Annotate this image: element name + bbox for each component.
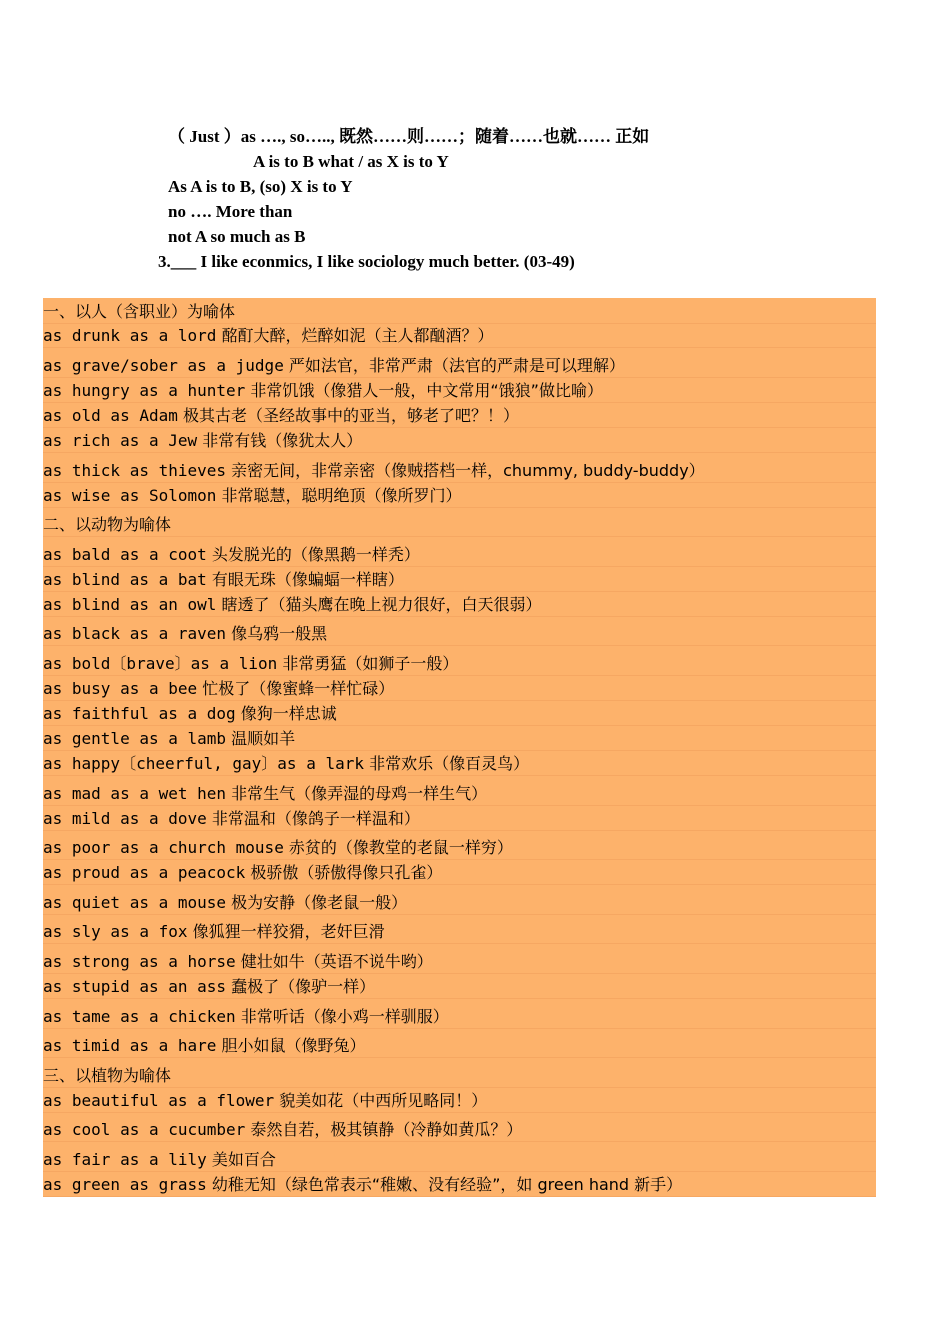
simile-english: as happy〔cheerful, gay〕as a lark [43, 754, 364, 773]
simile-english: as bald as a coot [43, 545, 207, 564]
header-line-a-is-to-b-what [253, 151, 449, 173]
simile-row [43, 653, 876, 676]
header-line-no-more-than [168, 201, 292, 223]
simile-english: as mad as a wet hen [43, 784, 227, 803]
simile-chinese: 极其古老（圣经故事中的亚当，够老了吧？！） [177, 406, 519, 425]
header-text: not A so much as B [168, 227, 306, 246]
simile-english: as stupid as an ass [43, 977, 227, 996]
simile-chinese: 非常勇猛（如狮子一般） [277, 654, 459, 673]
simile-chinese: 温顺如羊 [226, 729, 296, 748]
simile-row [43, 1174, 876, 1197]
simile-chinese: 非常生气（像弄湿的母鸡一样生气） [226, 784, 488, 803]
simile-english: as gentle as a lamb [43, 729, 227, 748]
simile-chinese: 非常欢乐（像百灵鸟） [364, 754, 530, 773]
simile-chinese: 胆小如鼠（像野兔） [216, 1036, 366, 1055]
simile-row [43, 837, 876, 860]
simile-english: as blind as an owl [43, 595, 217, 614]
simile-chinese: 像乌鸦一般黑 [226, 624, 328, 643]
simile-english: as beautiful as a flower [43, 1091, 275, 1110]
question-text: 3.___ I like econmics, I like sociology much better. (03-49) [158, 252, 575, 271]
simile-row [43, 623, 876, 646]
simile-english: as black as a raven [43, 624, 227, 643]
simile-english: as timid as a hare [43, 1036, 217, 1055]
simile-english: as grave/sober as a judge [43, 356, 284, 375]
simile-chinese: 瞎透了（猫头鹰在晚上视力很好，白天很弱） [216, 595, 542, 614]
section-heading-text: 二、以动物为喻体 [43, 515, 172, 534]
simile-english: as tame as a chicken [43, 1007, 236, 1026]
simile-chinese: 像狐狸一样狡猾，老奸巨滑 [187, 922, 385, 941]
simile-row [43, 1090, 876, 1113]
simile-english: as fair as a lily [43, 1150, 207, 1169]
simile-row [43, 808, 876, 831]
simile-row [43, 544, 876, 567]
simile-english: as proud as a peacock [43, 863, 246, 882]
simile-row [43, 976, 876, 999]
simile-row [43, 678, 876, 701]
simile-chinese: 非常聪慧，聪明绝顶（像所罗门） [216, 486, 462, 505]
simile-row [43, 921, 876, 944]
simile-english: as old as Adam [43, 406, 178, 425]
simile-english: as blind as a bat [43, 570, 207, 589]
simile-chinese: 酩酊大醉，烂醉如泥（主人都酗酒？） [216, 326, 494, 345]
simile-chinese: 忙极了（像蜜蜂一样忙碌） [197, 679, 395, 698]
simile-chinese: 非常温和（像鸽子一样温和） [206, 809, 420, 828]
section-heading-text: 一、以人（含职业）为喻体 [43, 302, 236, 321]
simile-english: as rich as a Jew [43, 431, 198, 450]
simile-chinese: 极骄傲（骄傲得像只孔雀） [245, 863, 443, 882]
header-text: （ Just ）as …., so….., 既然……则……；随着……也就…… 正如 [168, 127, 650, 146]
simile-english: as hungry as a hunter [43, 381, 246, 400]
simile-row [43, 783, 876, 806]
simile-chinese: 赤贫的（像教堂的老鼠一样穷） [283, 838, 513, 857]
simile-row [43, 569, 876, 592]
header-text: A is to B what / as X is to Y [253, 152, 449, 171]
section-heading-text: 三、以植物为喻体 [43, 1066, 172, 1085]
simile-row [43, 325, 876, 348]
simile-chinese: 有眼无珠（像蝙蝠一样瞎） [206, 570, 404, 589]
simile-chinese: 极为安静（像老鼠一般） [226, 893, 408, 912]
simile-chinese: 蠢极了（像驴一样） [226, 977, 376, 996]
simile-row [43, 430, 876, 453]
simile-row [43, 862, 876, 885]
exercise-question [158, 251, 575, 273]
simile-row [43, 703, 876, 726]
simile-chinese: 泰然自若，极其镇静（冷静如黄瓜？） [245, 1120, 523, 1139]
header-line-as-a-is-to-b [168, 176, 353, 198]
simile-row [43, 728, 876, 751]
simile-chinese: 亲密无间，非常亲密（像贼搭档一样，chummy, buddy-buddy） [226, 461, 705, 480]
header-text: no …. More than [168, 202, 293, 221]
header-line-not-a-so-much-as-b [168, 226, 305, 248]
simile-row [43, 594, 876, 617]
simile-row [43, 1119, 876, 1142]
simile-english: as busy as a bee [43, 679, 198, 698]
simile-chinese: 非常饥饿（像猎人一般，中文常用“饿狼”做比喻） [245, 381, 603, 400]
simile-row [43, 460, 876, 483]
simile-chinese: 健壮如牛（英语不说牛哟） [235, 952, 433, 971]
simile-chinese: 美如百合 [206, 1150, 276, 1169]
simile-english: as faithful as a dog [43, 704, 236, 723]
simile-chinese: 头发脱光的（像黑鹅一样秃） [206, 545, 420, 564]
simile-english: as cool as a cucumber [43, 1120, 246, 1139]
simile-chinese: 幼稚无知（绿色常表示“稚嫩、没有经验”，如 green hand 新手） [206, 1175, 683, 1194]
section-heading [43, 514, 876, 537]
simile-english: as wise as Solomon [43, 486, 217, 505]
simile-english: as strong as a horse [43, 952, 236, 971]
section-heading [43, 1065, 876, 1088]
simile-english: as green as grass [43, 1175, 207, 1194]
simile-chinese: 严如法官，非常严肃（法官的严肃是可以理解） [283, 356, 625, 375]
simile-row [43, 1006, 876, 1029]
simile-row [43, 753, 876, 776]
section-heading [43, 301, 876, 324]
simile-english: as sly as a fox [43, 922, 188, 941]
header-line-just-as [168, 126, 649, 148]
simile-row [43, 405, 876, 428]
simile-row [43, 380, 876, 403]
simile-chinese: 非常听话（像小鸡一样驯服） [235, 1007, 449, 1026]
simile-english: as thick as thieves [43, 461, 227, 480]
simile-english: as bold〔brave〕as a lion [43, 654, 278, 673]
simile-english: as drunk as a lord [43, 326, 217, 345]
simile-row [43, 355, 876, 378]
simile-chinese: 非常有钱（像犹太人） [197, 431, 363, 450]
simile-row [43, 1035, 876, 1058]
simile-english: as mild as a dove [43, 809, 207, 828]
simile-chinese: 像狗一样忠诚 [235, 704, 337, 723]
simile-chinese: 貌美如花（中西所见略同！） [274, 1091, 488, 1110]
simile-row [43, 1149, 876, 1172]
simile-row [43, 951, 876, 974]
simile-english: as quiet as a mouse [43, 893, 227, 912]
simile-row [43, 485, 876, 508]
simile-row [43, 892, 876, 915]
simile-english: as poor as a church mouse [43, 838, 284, 857]
header-text: As A is to B, (so) X is to Y [168, 177, 353, 196]
